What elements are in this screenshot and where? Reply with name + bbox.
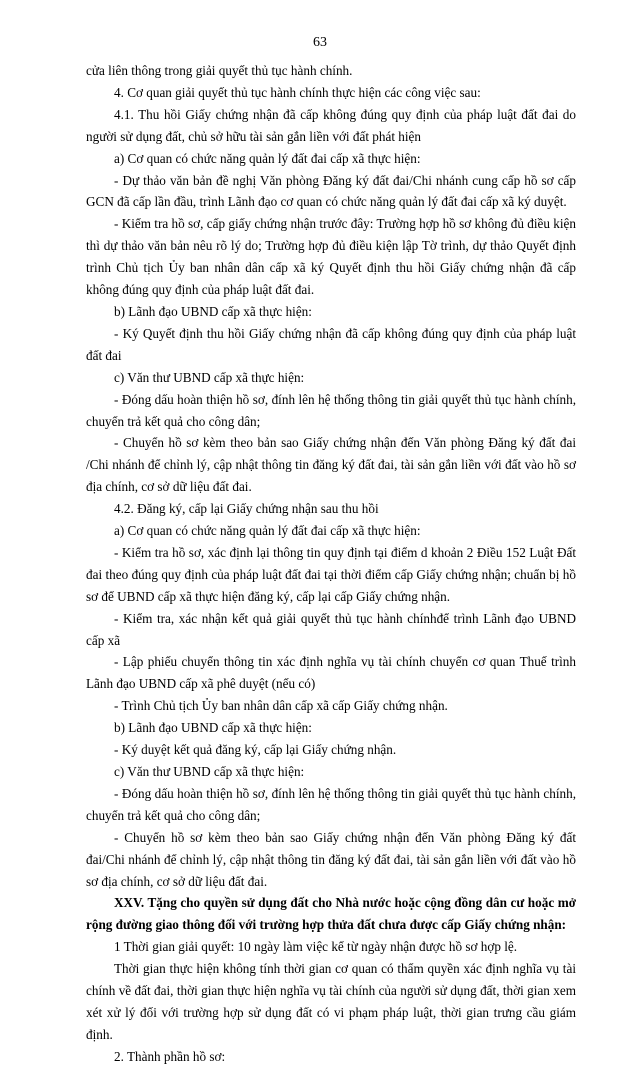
document-body (86, 60, 576, 1068)
paragraph: - Ký duyệt kết quả đăng ký, cấp lại Giấy chứng nhận. (114, 742, 397, 758)
paragraph: - Kiểm tra hồ sơ, xác định lại thông tin quy định tại điểm d khoản 2 Điều 152 Luật Đất đai theo đúng quy định của pháp luật đất đai tại thời điểm cấp Giấy chứng nhận; chuẩn bị hồ sơ để UBND cấp xã thực hiện đăng ký, cấp lại cấp Giấy chứng nhận. (86, 544, 576, 604)
paragraph: c) Văn thư UBND cấp xã thực hiện: (114, 764, 305, 779)
paragraph: cửa liên thông trong giải quyết thủ tục hành chính. (86, 63, 353, 78)
paragraph: b) Lãnh đạo UBND cấp xã thực hiện: (114, 303, 312, 319)
paragraph: c) Văn thư UBND cấp xã thực hiện: (114, 369, 305, 385)
section-heading: XXV. Tặng cho quyền sử dụng đất cho Nhà nước hoặc cộng đồng dân cư hoặc mở rộng đường giao thông đối với trường hợp thửa đất chưa được cấp Giấy chứng nhận: (86, 895, 576, 933)
paragraph: - Dự thảo văn bản đề nghị Văn phòng Đăng ký đất đai/Chi nhánh cung cấp hồ sơ cấp GCN đã cấp lần đầu, trình Lãnh đạo cơ quan có chức năng quản lý đất đai cấp xã ký duyệt. (86, 172, 576, 210)
paragraph: - Chuyển hồ sơ kèm theo bản sao Giấy chứng nhận đến Văn phòng Đăng ký đất đai/Chi nhánh để chỉnh lý, cập nhật thông tin đăng ký đất đai, tài sản gắn liền với đất vào hồ sơ địa chính, cơ sở dữ liệu đất đai. (86, 829, 576, 889)
paragraph: - Đóng dấu hoàn thiện hồ sơ, đính lên hệ thống thông tin giải quyết thủ tục hành chính, chuyển trả kết quả cho công dân; (86, 785, 576, 823)
paragraph: - Đóng dấu hoàn thiện hồ sơ, đính lên hệ thống thông tin giải quyết thủ tục hành chính, chuyển trả kết quả cho công dân; (86, 391, 576, 429)
paragraph: a) Cơ quan có chức năng quản lý đất đai cấp xã thực hiện: (114, 523, 421, 539)
paragraph: - Chuyển hồ sơ kèm theo bản sao Giấy chứng nhận đến Văn phòng Đăng ký đất đai /Chi nhánh để chỉnh lý, cập nhật thông tin đăng ký đất đai, tài sản gắn liền với đất vào hồ sơ địa chính, cơ sở dữ liệu đất đai. (86, 435, 576, 495)
paragraph: - Lập phiếu chuyển thông tin xác định nghĩa vụ tài chính chuyển cơ quan Thuế trình Lãnh đạo UBND cấp xã phê duyệt (nếu có) (86, 654, 576, 692)
paragraph: - Kiểm tra, xác nhận kết quả giải quyết thủ tục hành chínhđể trình Lãnh đạo UBND cấp xã (86, 610, 576, 648)
paragraph: a) Cơ quan có chức năng quản lý đất đai cấp xã thực hiện: (114, 150, 421, 166)
paragraph: 4.1. Thu hồi Giấy chứng nhận đã cấp không đúng quy định của pháp luật đất đai do người sử dụng đất, chủ sở hữu tài sản gắn liền với đất phát hiện (86, 106, 576, 144)
paragraph: - Trình Chủ tịch Ủy ban nhân dân cấp xã cấp Giấy chứng nhận. (114, 698, 448, 714)
paragraph: b) Lãnh đạo UBND cấp xã thực hiện: (114, 720, 312, 736)
page-number: 63 (313, 35, 327, 50)
paragraph: 1 Thời gian giải quyết: 10 ngày làm việc kể từ ngày nhận được hồ sơ hợp lệ. (114, 939, 518, 955)
paragraph: 4.2. Đăng ký, cấp lại Giấy chứng nhận sau thu hồi (114, 501, 379, 517)
paragraph: 2. Thành phần hồ sơ: (114, 1048, 226, 1064)
paragraph: Thời gian thực hiện không tính thời gian cơ quan có thẩm quyền xác định nghĩa vụ tài chính về đất đai, thời gian thực hiện nghĩa vụ tài chính của người sử dụng đất, thời gian xem xét xử lý đối với trường hợp sử dụng đất có vi phạm pháp luật, thời gian trưng cầu giám định. (86, 961, 576, 1042)
paragraph: - Kiểm tra hồ sơ, cấp giấy chứng nhận trước đây: Trường hợp hồ sơ không đủ điều kiện thì dự thảo văn bản nêu rõ lý do; Trường hợp đủ điều kiện lập Tờ trình, dự thảo Quyết định trình Chủ tịch Ủy ban nhân dân cấp xã ký Quyết định thu hồi Giấy chứng nhận đã cấp không đúng quy định của pháp luật đất đai. (86, 216, 576, 298)
paragraph: 4. Cơ quan giải quyết thủ tục hành chính thực hiện các công việc sau: (114, 84, 481, 100)
paragraph: - Ký Quyết định thu hồi Giấy chứng nhận đã cấp không đúng quy định của pháp luật đất đai (86, 325, 576, 363)
